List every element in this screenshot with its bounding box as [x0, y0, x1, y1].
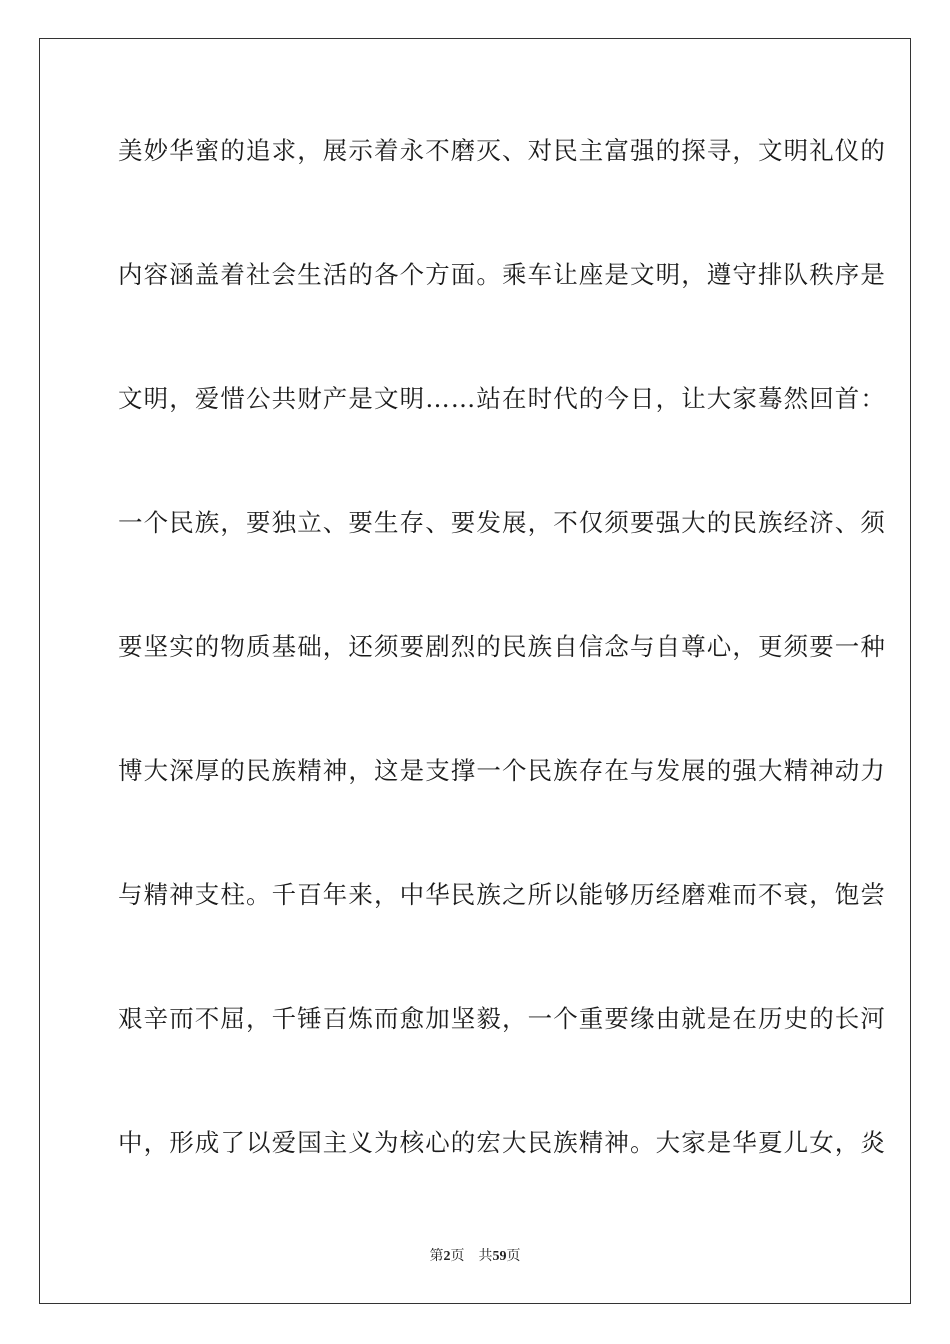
text-line: 内容涵盖着社会生活的各个方面。乘车让座是文明，遵守排队秩序是	[118, 260, 886, 289]
total-suffix: 页	[506, 1249, 521, 1264]
text-line: 文明，爱惜公共财产是文明……站在时代的今日，让大家蓦然回首：	[118, 384, 886, 413]
text-line: 博大深厚的民族精神，这是支撑一个民族存在与发展的强大精神动力	[118, 756, 886, 785]
page-suffix: 页	[450, 1249, 465, 1264]
page-footer	[0, 1245, 950, 1265]
page-number: 2	[443, 1249, 451, 1264]
text-line: 中，形成了以爱国主义为核心的宏大民族精神。大家是华夏儿女，炎	[118, 1128, 886, 1157]
text-line: 艰辛而不屈，千锤百炼而愈加坚毅，一个重要缘由就是在历史的长河	[118, 1004, 886, 1033]
text-line: 美妙华蜜的追求，展示着永不磨灭、对民主富强的探寻，文明礼仪的	[118, 136, 886, 165]
total-pages: 59	[492, 1249, 507, 1264]
text-line: 要坚实的物质基础，还须要剧烈的民族自信念与自尊心，更须要一种	[118, 632, 886, 661]
page-prefix: 第	[429, 1249, 444, 1264]
document-body	[118, 125, 886, 1241]
total-prefix: 共	[478, 1249, 493, 1264]
text-line: 与精神支柱。千百年来，中华民族之所以能够历经磨难而不衰，饱尝	[118, 880, 886, 909]
text-line: 一个民族，要独立、要生存、要发展，不仅须要强大的民族经济、须	[118, 508, 886, 537]
